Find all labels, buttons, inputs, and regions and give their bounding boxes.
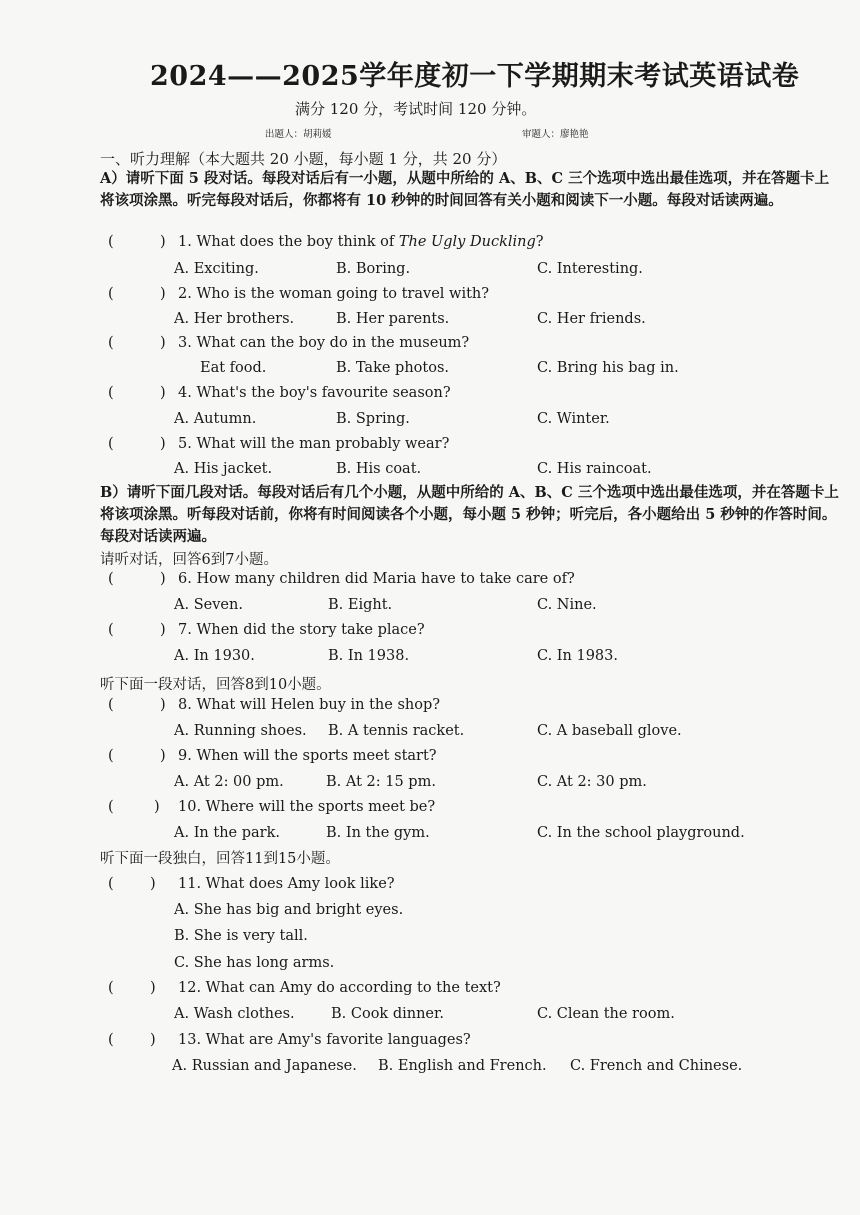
exam-subtitle: 满分 120 分，考试时间 120 分钟。: [295, 100, 537, 118]
option-b: B. Take photos.: [336, 360, 449, 376]
question-2: [100, 286, 840, 310]
sub-instruction-8-10: 听下面一段对话，回答8到10小题。: [100, 677, 331, 693]
question-text: [178, 622, 425, 638]
option-a: A. She has big and bright eyes.: [174, 902, 404, 918]
question-text: [178, 571, 575, 587]
answer-paren-left: (: [108, 385, 114, 401]
question-number: 7.: [178, 622, 192, 638]
option-c: C. At 2: 30 pm.: [537, 774, 647, 790]
question-number: 11.: [178, 876, 202, 892]
part-b-instructions: B）请听下面几段对话。每段对话后有几个小题，从题中所给的 A、B、C 三个选项中选出最佳选项，并在答题卡上将该项涂黑。听每段对话前，你将有时间阅读各个小题，每小题 5 秒钟；听完后，各小题给出 5 秒钟的作答时间。每段对话读两遍。: [100, 484, 839, 545]
answer-paren-left: (: [108, 335, 114, 351]
option-b: B. She is very tall.: [174, 928, 308, 944]
answer-paren-left: (: [108, 622, 114, 638]
question-text: [178, 697, 440, 713]
question-text-part: When did the story take place?: [196, 622, 425, 638]
question-number: 8.: [178, 697, 192, 713]
question-text: [178, 980, 501, 996]
question-8: [100, 697, 840, 721]
question-text-part: What does Amy look like?: [205, 876, 395, 892]
question-text-part: How many children did Maria have to take care of?: [196, 571, 575, 587]
question-number: 10.: [178, 799, 202, 815]
option-a: A. Wash clothes.: [174, 1006, 295, 1022]
answer-paren-right: ): [160, 748, 166, 764]
question-text-part: What can the boy do in the museum?: [196, 335, 470, 351]
answer-paren-right: ): [160, 697, 166, 713]
question-11: [100, 876, 840, 900]
option-b: B. Her parents.: [336, 311, 450, 327]
option-c: C. French and Chinese.: [570, 1058, 743, 1074]
option-a: A. Exciting.: [174, 261, 259, 277]
option-c: C. She has long arms.: [174, 955, 335, 971]
question-text: [178, 335, 469, 351]
setter-label: 出题人：胡莉媛: [265, 129, 332, 140]
reviewer-label: 审题人：廖艳艳: [522, 129, 589, 140]
answer-paren-left: (: [108, 286, 114, 302]
section-heading-listening: 一、听力理解（本大题共 20 小题，每小题 1 分，共 20 分）: [100, 150, 507, 168]
answer-paren-right: ): [160, 571, 166, 587]
option-a: A. Running shoes.: [174, 723, 307, 739]
answer-paren-left: (: [108, 748, 114, 764]
question-number: 13.: [178, 1032, 202, 1048]
question-text: [178, 799, 435, 815]
answer-paren-right: ): [160, 622, 166, 638]
answer-paren-left: (: [108, 234, 114, 250]
option-c: C. Interesting.: [537, 261, 643, 277]
question-text-part: Who is the woman going to travel with?: [196, 286, 490, 302]
option-c: C. Bring his bag in.: [537, 360, 679, 376]
question-text: [178, 234, 544, 250]
option-a: A. In 1930.: [174, 648, 255, 664]
question-text: [178, 1032, 471, 1048]
question-text: [178, 436, 449, 452]
answer-paren-left: (: [108, 436, 114, 452]
sub-instruction-11-15: 听下面一段独白，回答11到15小题。: [100, 851, 340, 867]
option-b: B. Spring.: [336, 411, 410, 427]
question-mark: ?: [535, 234, 544, 250]
option-a: A. Russian and Japanese.: [172, 1058, 357, 1074]
question-3: [100, 335, 840, 359]
option-a: A. In the park.: [174, 825, 280, 841]
question-number: 5.: [178, 436, 192, 452]
question-13: [100, 1032, 840, 1056]
part-a-instructions: A）请听下面 5 段对话。每段对话后有一小题，从题中所给的 A、B、C 三个选项中选出最佳选项，并在答题卡上将该项涂黑。听完每段对话后，你都将有 10 秒钟的时间回答有关小题和阅读下一小题。每段对话读两遍。: [100, 170, 830, 209]
answer-paren-right: ): [160, 286, 166, 302]
answer-paren-left: (: [108, 799, 114, 815]
option-a: A. At 2: 00 pm.: [174, 774, 284, 790]
question-7: [100, 622, 840, 646]
answer-paren-right: ): [160, 385, 166, 401]
option-b: B. In the gym.: [326, 825, 430, 841]
option-c: C. Clean the room.: [537, 1006, 675, 1022]
option-b: B. His coat.: [336, 461, 422, 477]
answer-paren-right: ): [160, 234, 166, 250]
option-c: C. Her friends.: [537, 311, 646, 327]
option-b: B. Boring.: [336, 261, 411, 277]
question-text-part: What does the boy think of: [196, 234, 399, 250]
question-number: 3.: [178, 335, 192, 351]
option-c: C. Winter.: [537, 411, 610, 427]
option-a: A. Her brothers.: [174, 311, 295, 327]
option-c: C. In the school playground.: [537, 825, 745, 841]
answer-paren-left: (: [108, 876, 114, 892]
option-b: B. Eight.: [328, 597, 393, 613]
option-c: C. In 1983.: [537, 648, 618, 664]
option-c: C. A baseball glove.: [537, 723, 682, 739]
answer-paren-right: ): [150, 980, 156, 996]
option-b: B. At 2: 15 pm.: [326, 774, 436, 790]
option-a: A. Seven.: [174, 597, 243, 613]
answer-paren-right: ): [154, 799, 160, 815]
question-number: 1.: [178, 234, 192, 250]
question-text: [178, 385, 451, 401]
sub-instruction-6-7: 请听对话，回答6到7小题。: [100, 552, 278, 568]
question-text-part: What will the man probably wear?: [196, 436, 450, 452]
question-text: [178, 876, 395, 892]
option-a: A. His jacket.: [174, 461, 273, 477]
answer-paren-left: (: [108, 571, 114, 587]
question-10: [100, 799, 840, 823]
exam-title: 2024——2025学年度初一下学期期末考试英语试卷: [150, 61, 800, 92]
answer-paren-right: ): [160, 335, 166, 351]
question-text-part: What are Amy's favorite languages?: [205, 1032, 471, 1048]
question-text-part: What will Helen buy in the shop?: [196, 697, 441, 713]
answer-paren-left: (: [108, 980, 114, 996]
option-c: C. His raincoat.: [537, 461, 652, 477]
book-title: The Ugly Duckling: [398, 234, 536, 250]
question-6: [100, 571, 840, 595]
option-c: C. Nine.: [537, 597, 597, 613]
question-9: [100, 748, 840, 772]
question-text: [178, 748, 437, 764]
question-number: 6.: [178, 571, 192, 587]
question-number: 2.: [178, 286, 192, 302]
option-a: Eat food.: [200, 360, 267, 376]
question-4: [100, 385, 840, 409]
question-text: [178, 286, 489, 302]
question-1: [100, 234, 840, 258]
answer-paren-left: (: [108, 1032, 114, 1048]
answer-paren-left: (: [108, 697, 114, 713]
option-a: A. Autumn.: [174, 411, 257, 427]
option-b: B. In 1938.: [328, 648, 410, 664]
question-12: [100, 980, 840, 1004]
question-text-part: What can Amy do according to the text?: [205, 980, 501, 996]
question-text-part: What's the boy's favourite season?: [196, 385, 451, 401]
answer-paren-right: ): [150, 876, 156, 892]
question-text-part: Where will the sports meet be?: [205, 799, 436, 815]
question-number: 9.: [178, 748, 192, 764]
option-b: B. A tennis racket.: [328, 723, 465, 739]
answer-paren-right: ): [150, 1032, 156, 1048]
question-number: 12.: [178, 980, 202, 996]
question-5: [100, 436, 840, 460]
option-b: B. English and French.: [378, 1058, 547, 1074]
question-text-part: When will the sports meet start?: [196, 748, 437, 764]
answer-paren-right: ): [160, 436, 166, 452]
option-b: B. Cook dinner.: [331, 1006, 444, 1022]
question-number: 4.: [178, 385, 192, 401]
